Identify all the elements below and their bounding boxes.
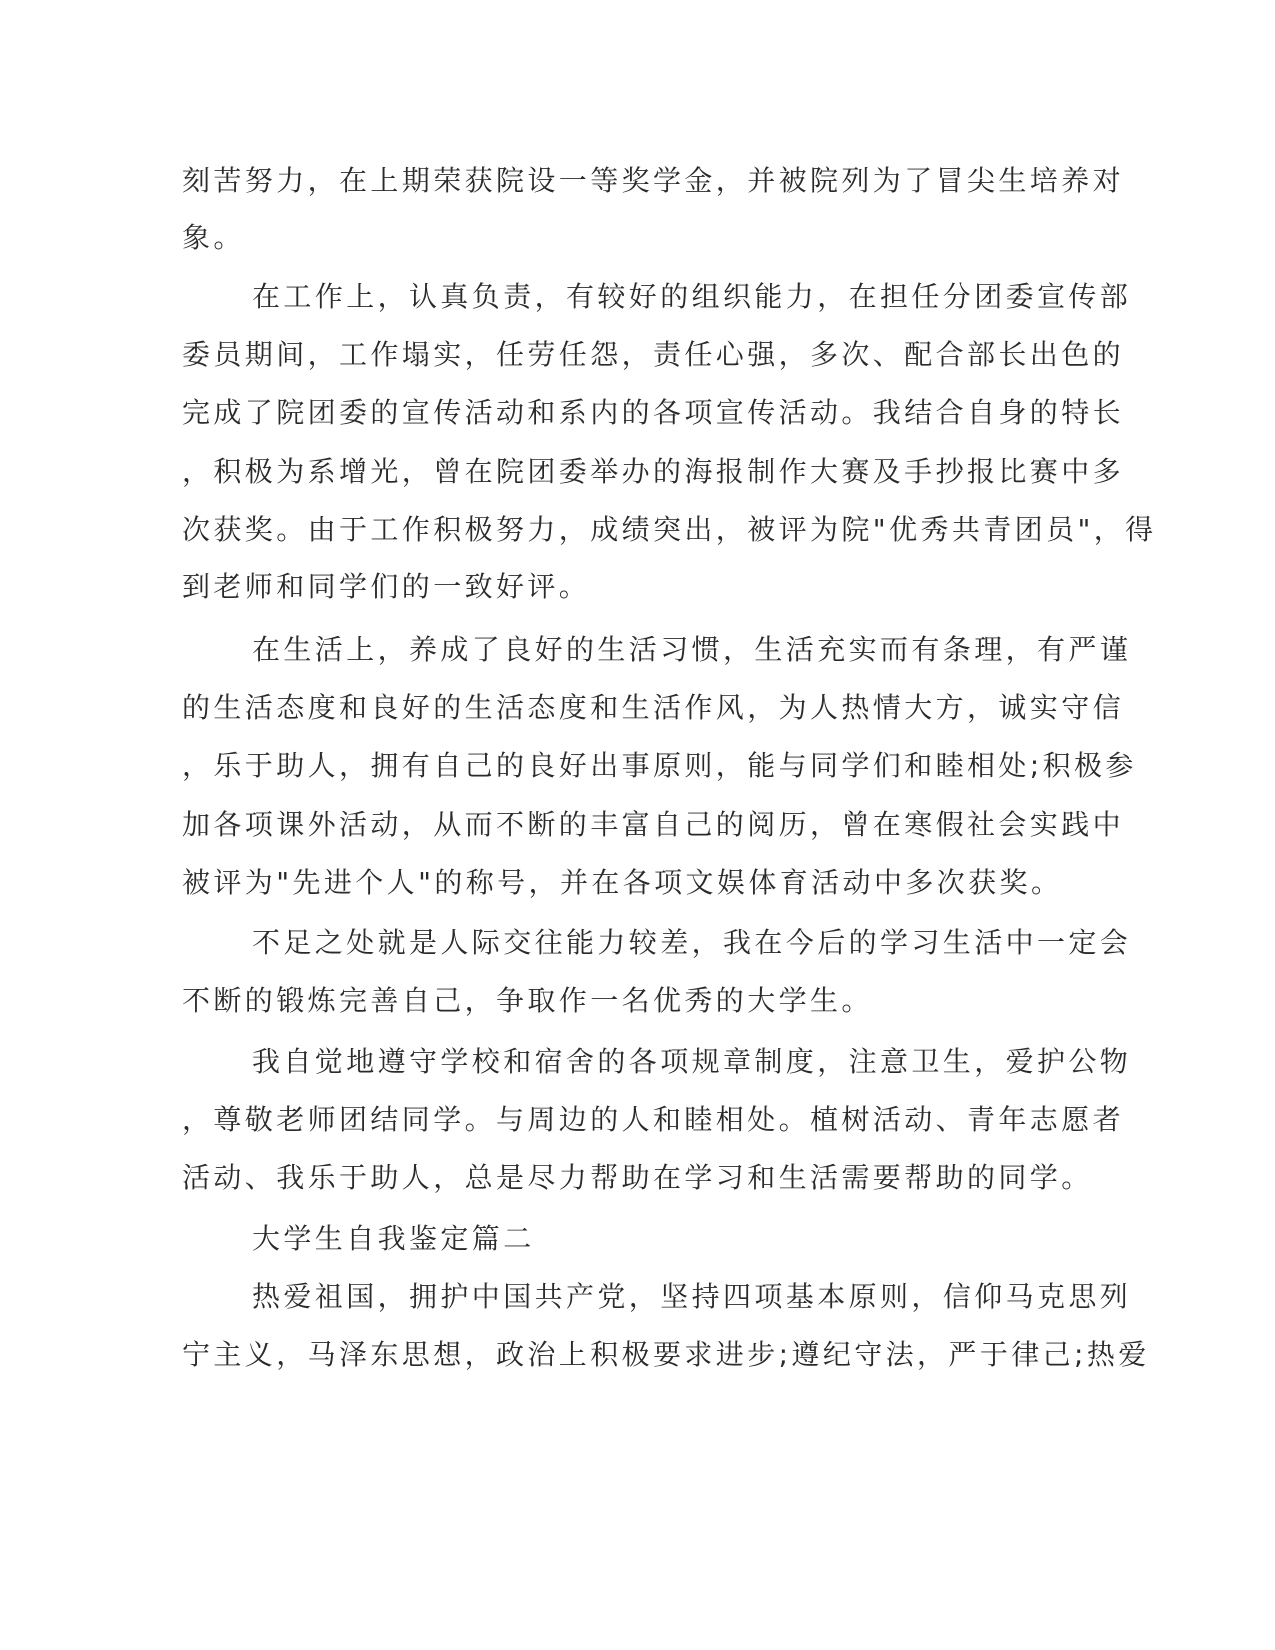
text-line: 次获奖。由于工作积极努力，成绩突出，被评为院"优秀共青团员"，得 (182, 513, 1157, 546)
text-line: ，乐于助人，拥有自己的良好出事原则，能与同学们和睦相处;积极参 (182, 749, 1137, 782)
text-line: 活动、我乐于助人，总是尽力帮助在学习和生活需要帮助的同学。 (182, 1161, 1093, 1194)
text-line: ，积极为系增光，曾在院团委举办的海报制作大赛及手抄报比赛中多 (182, 455, 1125, 488)
text-line: 完成了院团委的宣传活动和系内的各项宣传活动。我结合自身的特长 (182, 396, 1125, 429)
section-heading: 大学生自我鉴定篇二 (252, 1222, 535, 1255)
text-line: 被评为"先进个人"的称号，并在各项文娱体育活动中多次获奖。 (182, 866, 1063, 899)
text-line: 委员期间，工作塌实，任劳任怨，责任心强，多次、配合部长出色的 (182, 338, 1125, 371)
text-line: 到老师和同学们的一致好评。 (182, 570, 591, 603)
paragraph-start-line: 在工作上，认真负责，有较好的组织能力，在担任分团委宣传部 (252, 280, 1132, 313)
text-line: ，尊敬老师团结同学。与周边的人和睦相处。植树活动、青年志愿者 (182, 1103, 1125, 1136)
paragraph-start-line: 在生活上，养成了良好的生活习惯，生活充实而有条理，有严谨 (252, 633, 1132, 666)
paragraph-start-line: 热爱祖国，拥护中国共产党，坚持四项基本原则，信仰马克思列 (252, 1280, 1132, 1313)
text-line: 象。 (182, 221, 245, 254)
paragraph-start-line: 不足之处就是人际交往能力较差，我在今后的学习生活中一定会 (252, 926, 1132, 959)
text-line: 刻苦努力，在上期荣获院设一等奖学金，并被院列为了冒尖生培养对 (182, 164, 1125, 197)
text-line: 加各项课外活动，从而不断的丰富自己的阅历，曾在寒假社会实践中 (182, 808, 1125, 841)
paragraph-start-line: 我自觉地遵守学校和宿舍的各项规章制度，注意卫生，爱护公物 (252, 1045, 1132, 1078)
text-line: 的生活态度和良好的生活态度和生活作风，为人热情大方，诚实守信 (182, 691, 1125, 724)
text-line: 不断的锻炼完善自己，争取作一名优秀的大学生。 (182, 984, 873, 1017)
text-line: 宁主义，马泽东思想，政治上积极要求进步;遵纪守法，严于律己;热爱 (182, 1338, 1150, 1371)
